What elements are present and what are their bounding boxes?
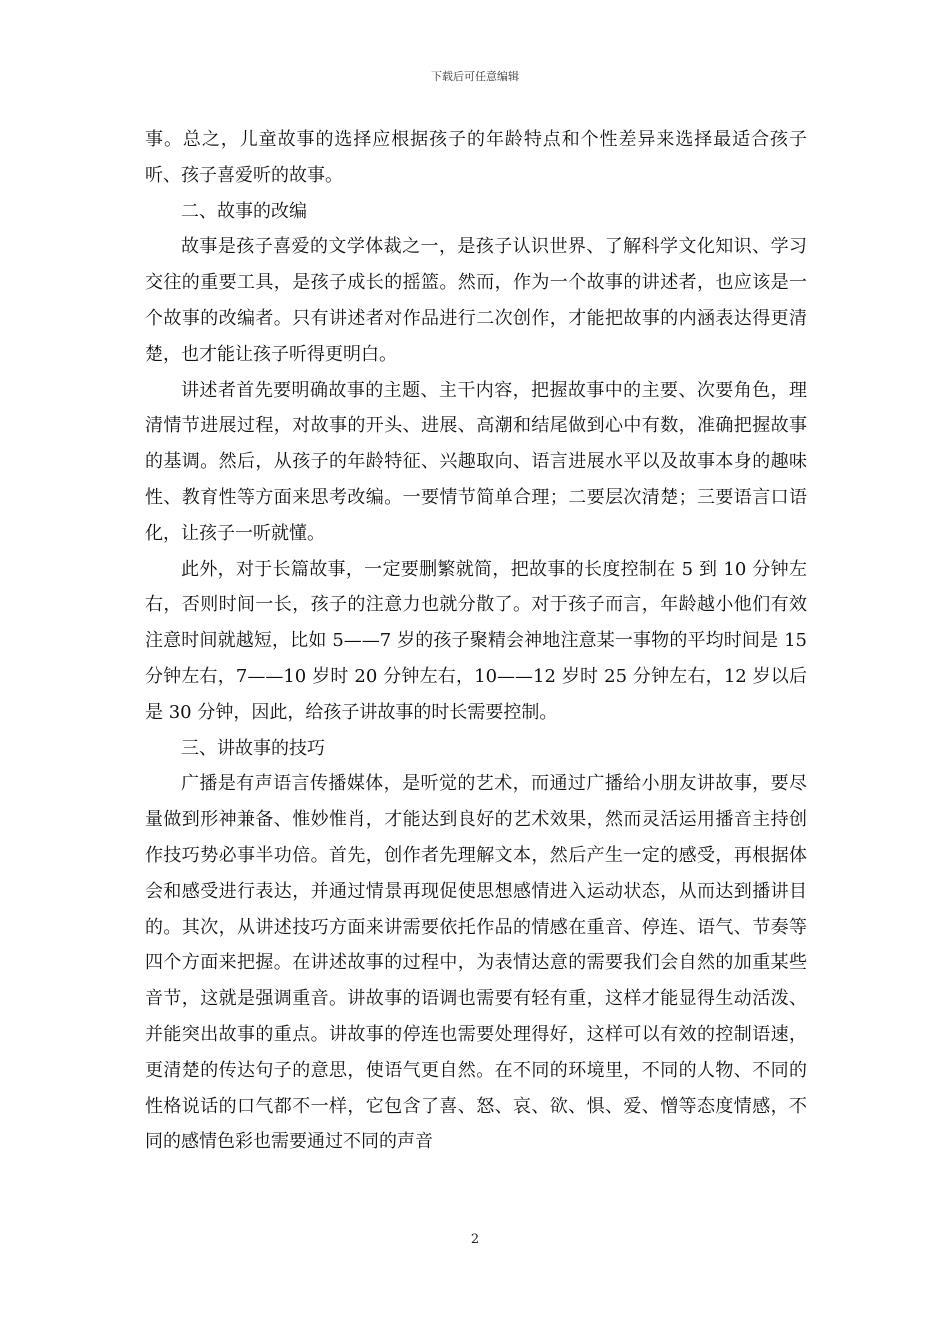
paragraph: 广播是有声语言传播媒体，是听觉的艺术，而通过广播给小朋友讲故事，要尽量做到形神兼备、惟妙惟肖，才能达到良好的艺术效果，然而灵活运用播音主持创作技巧势必事半功倍。首先，创作者先理解文本，然后产生一定的感受，再根据体会和感受进行表达，并通过情景再现促使思想感情进入运动状态，从而达到播讲目的。其次，从讲述技巧方面来讲需要依托作品的情感在重音、停连、语气、节奏等四个方面来把握。在讲述故事的过程中，为表情达意的需要我们会自然的加重某些音节，这就是强调重音。讲故事的语调也需要有轻有重，这样才能显得生动活泼、并能突出故事的重点。讲故事的停连也需要处理得好，这样可以有效的控制语速，更清楚的传达句子的意思，使语气更自然。在不同的环境里，不同的人物、不同的性格说话的口气都不一样，它包含了喜、怒、哀、欲、惧、爱、憎等态度情感，不同的感情色彩也需要通过不同的声音: [145, 773, 807, 1153]
section-heading-techniques: 三、讲故事的技巧: [181, 737, 325, 759]
section-heading-adaptation: 二、故事的改编: [181, 200, 307, 222]
paragraph: 此外，对于长篇故事，一定要删繁就简，把故事的长度控制在 5 到 10 分钟左右，否则时间一长，孩子的注意力也就分散了。对于孩子而言，年龄越小他们有效注意时间就越短，比如 5——7 岁的孩子聚精会神地注意某一事物的平均时间是 15 分钟左右，7——10 岁时 20 分钟左右，10——12 岁时 25 分钟左右，12 岁以后是 30 分钟，因此，给孩子讲故事的时长需要控制。: [145, 558, 807, 723]
page-header: 下载后可任意编辑: [431, 70, 519, 83]
body-text: [145, 122, 807, 1160]
paragraph: 故事是孩子喜爱的文学体裁之一，是孩子认识世界、了解科学文化知识、学习交往的重要工具，是孩子成长的摇篮。然而，作为一个故事的讲述者，也应该是一个故事的改编者。只有讲述者对作品进行二次创作，才能把故事的内涵表达得更清楚，也才能让孩子听得更明白。: [145, 236, 807, 365]
paragraph-continued: 事。总之，儿童故事的选择应根据孩子的年龄特点和个性差异来选择最适合孩子听、孩子喜爱听的故事。: [145, 129, 807, 186]
paragraph: 讲述者首先要明确故事的主题、主干内容，把握故事中的主要、次要角色，理清情节进展过程，对故事的开头、进展、高潮和结尾做到心中有数，准确把握故事的基调。然后，从孩子的年龄特征、兴趣取向、语言进展水平以及故事本身的趣味性、教育性等方面来思考改编。一要情节简单合理；二要层次清楚；三要语言口语化，让孩子一听就懂。: [145, 379, 807, 544]
page-number: 2: [470, 1232, 480, 1247]
